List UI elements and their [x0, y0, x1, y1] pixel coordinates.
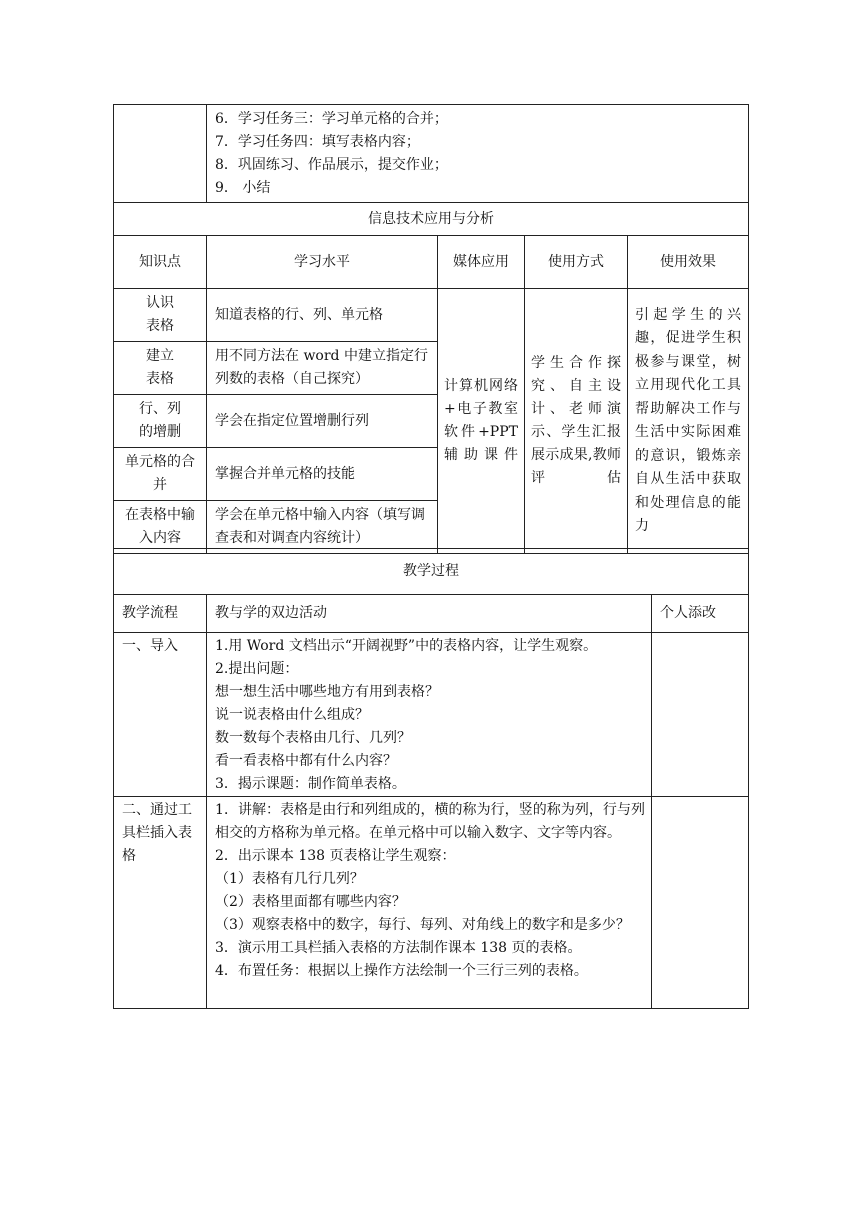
activity-line: 3．揭示课题：制作简单表格。: [215, 776, 406, 792]
activity-line: 3．演示用工具栏插入表格的方法制作课本 138 页的表格。: [215, 940, 582, 956]
header-knowledge-point: 知识点: [114, 236, 207, 289]
header-usage: 使用方式: [525, 236, 628, 289]
step-activities: [207, 633, 652, 797]
knowledge-point: 单元格的合 并: [114, 448, 207, 501]
intro-step: 7．学习任务四：填写表格内容；: [215, 133, 420, 150]
activity-line: （1）表格有几行几列？: [215, 871, 364, 887]
intro-step: 8．巩固练习、作品展示，提交作业；: [215, 156, 448, 173]
activity-line: 4．布置任务：根据以上操作方法绘制一个三行三列的表格。: [215, 963, 588, 979]
intro-step: 6．学习任务三：学习单元格的合并；: [215, 110, 448, 127]
process-section-title: 教学过程: [114, 549, 749, 595]
activity-line: 1.用 Word 文档出示“开阔视野”中的表格内容，让学生观察。: [215, 638, 598, 654]
activity-line: 想一想生活中哪些地方有用到表格？: [215, 684, 439, 700]
media-application: 计算机网络+电子教室软件+PPT 辅助课件: [438, 289, 525, 554]
step-personal-notes: [652, 797, 749, 1009]
learning-level: 用不同方法在 word 中建立指定行列数的表格（自己探究）: [207, 342, 438, 395]
activity-line: 2．出示课本 138 页表格让学生观察：: [215, 848, 456, 864]
it-row: [114, 289, 749, 342]
step-activities: [207, 797, 652, 1009]
process-header-row: [114, 595, 749, 633]
usage-method: 学生合作探究、自主设计、老师演示、学生汇报展示成果,教师评估: [525, 289, 628, 554]
step-name: 一、导入: [114, 633, 207, 797]
lesson-plan-table-top: [113, 104, 749, 554]
activity-line: 2.提出问题：: [215, 661, 299, 677]
activity-line: （3）观察表格中的数字，每行、每列、对角线上的数字和是多少？: [215, 917, 630, 933]
it-header-row: [114, 236, 749, 289]
header-media: 媒体应用: [438, 236, 525, 289]
process-step-row: [114, 633, 749, 797]
knowledge-point: 认识 表格: [114, 289, 207, 342]
activity-line: （2）表格里面都有哪些内容？: [215, 894, 406, 910]
learning-level: 知道表格的行、列、单元格: [207, 289, 438, 342]
process-step-row: [114, 797, 749, 1009]
intro-steps-cell: [207, 105, 749, 203]
it-section-title: 信息技术应用与分析: [114, 203, 749, 236]
intro-step: 9． 小结: [215, 179, 271, 196]
knowledge-point: 建立 表格: [114, 342, 207, 395]
knowledge-point: 行、列 的增删: [114, 395, 207, 448]
header-learning-level: 学习水平: [207, 236, 438, 289]
knowledge-point: 在表格中输 入内容: [114, 501, 207, 554]
activity-paragraph: 1．讲解：表格是由行和列组成的，横的称为行，竖的称为列，行与列相交的方格称为单元格。在单元格中可以输入数字、文字等内容。: [215, 802, 645, 841]
intro-steps-row: [114, 105, 749, 203]
lesson-plan-table-process: [113, 548, 749, 1009]
header-teaching-flow: 教学流程: [114, 595, 207, 633]
learning-level: 学会在指定位置增删行列: [207, 395, 438, 448]
intro-steps-label-cell: [114, 105, 207, 203]
activity-line: 说一说表格由什么组成？: [215, 707, 369, 723]
step-personal-notes: [652, 633, 749, 797]
learning-level: 学会在单元格中输入内容（填写调查表和对调查内容统计）: [207, 501, 438, 554]
header-personal-notes: 个人添改: [652, 595, 749, 633]
activity-line: 数一数每个表格由几行、几列？: [215, 730, 411, 746]
step-name: 二、通过工具栏插入表格: [114, 797, 207, 1009]
header-activities: 教与学的双边活动: [207, 595, 652, 633]
usage-effect: 引起学生的兴趣，促进学生积极参与课堂，树立用现代化工具帮助解决工作与生活中实际困难的意识，锻炼亲自从生活中获取和处理信息的能力: [628, 289, 749, 554]
header-effect: 使用效果: [628, 236, 749, 289]
activity-line: 看一看表格中都有什么内容？: [215, 753, 397, 769]
learning-level: 掌握合并单元格的技能: [207, 448, 438, 501]
